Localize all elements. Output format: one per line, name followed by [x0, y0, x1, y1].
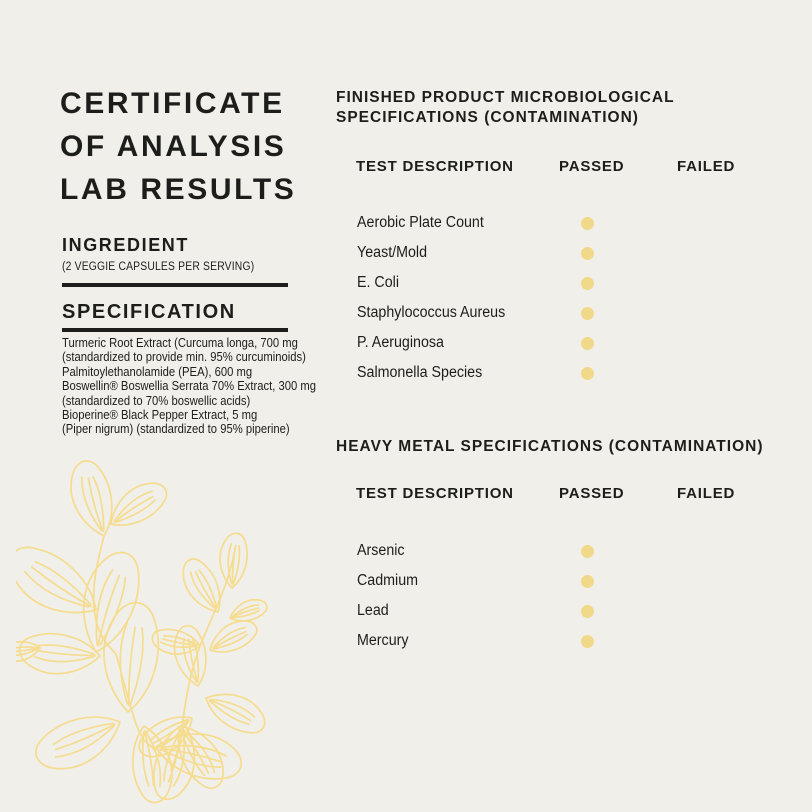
- passed-dot: [581, 307, 594, 320]
- heavy-metal-table-title: [336, 437, 796, 457]
- spec-line: (standardized to provide min. 95% curcuminoids): [62, 350, 306, 365]
- passed-dot: [581, 635, 594, 648]
- specification-heading: SPECIFICATION: [62, 301, 236, 323]
- page-title: [60, 82, 296, 211]
- column-header-failed: FAILED: [677, 485, 736, 502]
- column-header-passed: PASSED: [559, 158, 625, 175]
- table-header-row: [336, 485, 796, 505]
- passed-dot: [581, 277, 594, 290]
- page-title-line-2: OF ANALYSIS: [60, 130, 287, 163]
- spec-line: Boswellin® Boswellia Serrata 70% Extract, 300 mg: [62, 379, 317, 394]
- divider: [62, 283, 288, 287]
- spec-line: (Piper nigrum) (standardized to 95% piperine): [62, 422, 290, 437]
- test-name: Yeast/Mold: [357, 244, 428, 261]
- divider: [62, 328, 288, 332]
- microbiological-specs-table: [336, 88, 796, 381]
- test-name: Lead: [357, 602, 389, 619]
- heavy-metal-specs-table: [336, 437, 796, 649]
- table-row: [336, 208, 796, 238]
- table-row: [336, 596, 796, 626]
- spec-line: Bioperine® Black Pepper Extract, 5 mg: [62, 408, 258, 423]
- column-header-test-description: TEST DESCRIPTION: [356, 158, 514, 175]
- test-name: Arsenic: [357, 542, 405, 559]
- table-row: [336, 566, 796, 596]
- table-title-line-2: SPECIFICATIONS (CONTAMINATION): [336, 109, 639, 126]
- spec-line: (standardized to 70% boswellic acids): [62, 393, 251, 408]
- column-header-test-description: TEST DESCRIPTION: [356, 485, 514, 502]
- spec-line: Turmeric Root Extract (Curcuma longa, 700 mg: [62, 336, 298, 350]
- passed-dot: [581, 337, 594, 350]
- passed-dot: [581, 217, 594, 230]
- column-header-passed: PASSED: [559, 485, 625, 502]
- microbiological-table-title: [336, 88, 796, 128]
- test-name: P. Aeruginosa: [357, 334, 444, 351]
- botanical-leaves-illustration: [16, 460, 302, 810]
- table-title-line-1: HEAVY METAL SPECIFICATIONS (CONTAMINATION): [336, 438, 764, 455]
- test-name: Aerobic Plate Count: [357, 214, 484, 231]
- test-name: Mercury: [357, 632, 409, 649]
- table-row: [336, 268, 796, 298]
- spec-line: Palmitoylethanolamide (PEA), 600 mg: [62, 364, 253, 379]
- table-row: [336, 626, 796, 656]
- page-title-line-3: LAB RESULTS: [60, 173, 297, 206]
- table-row: [336, 238, 796, 268]
- table-title-line-1: FINISHED PRODUCT MICROBIOLOGICAL: [336, 89, 675, 106]
- passed-dot: [581, 367, 594, 380]
- serving-note: [62, 261, 276, 273]
- passed-dot: [581, 545, 594, 558]
- serving-note-text: (2 VEGGIE CAPSULES PER SERVING): [62, 261, 255, 273]
- passed-dot: [581, 605, 594, 618]
- table-row: [336, 536, 796, 566]
- specification-text: [62, 336, 322, 437]
- ingredient-heading: INGREDIENT: [62, 235, 190, 255]
- passed-dot: [581, 247, 594, 260]
- test-name: Staphylococcus Aureus: [357, 304, 506, 321]
- table-row: [336, 298, 796, 328]
- page-title-line-1: CERTIFICATE: [60, 87, 285, 120]
- passed-dot: [581, 575, 594, 588]
- test-name: Cadmium: [357, 572, 419, 589]
- table-header-row: [336, 158, 796, 178]
- test-name: Salmonella Species: [357, 364, 483, 381]
- table-row: [336, 358, 796, 388]
- test-name: E. Coli: [357, 274, 400, 291]
- table-row: [336, 328, 796, 358]
- column-header-failed: FAILED: [677, 158, 736, 175]
